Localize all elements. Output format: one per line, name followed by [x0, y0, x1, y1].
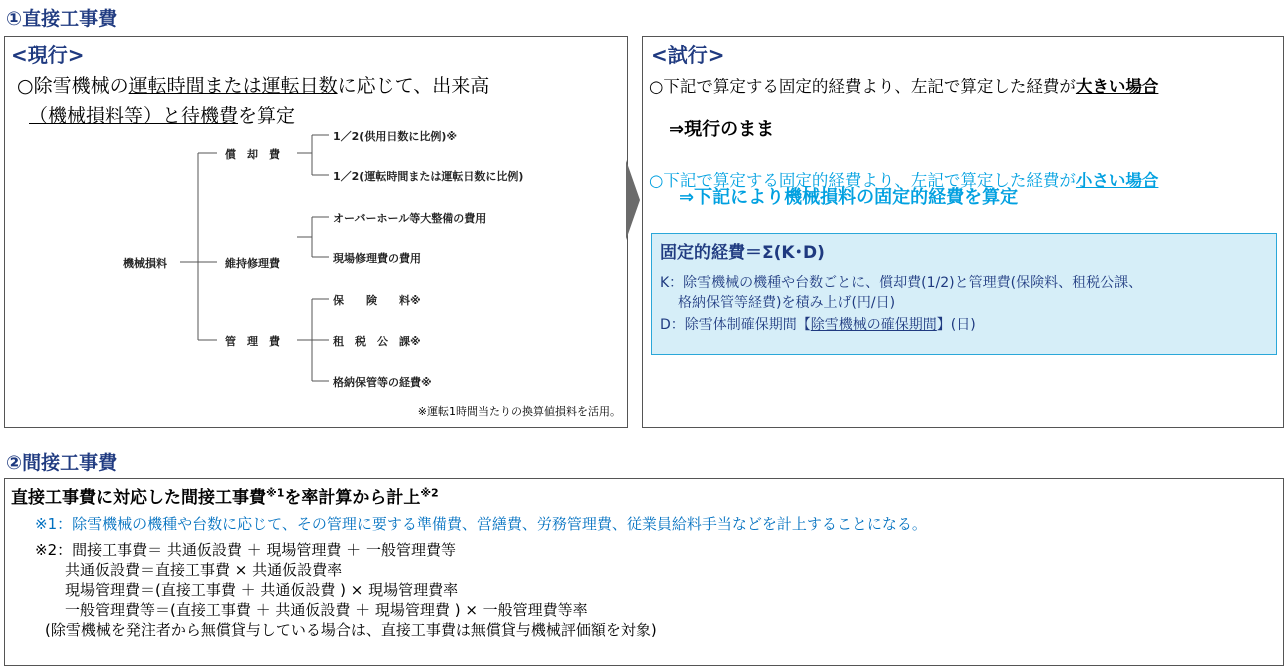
current-line-2-underline: （機械損料等）と待機費	[29, 105, 239, 127]
formula-d-pre: D：除雪体制確保期間【	[660, 317, 811, 333]
trial-condition-large-underline: 大きい場合	[1075, 77, 1159, 96]
indirect-main-mid: を率計算から計上	[284, 488, 421, 508]
tree-root-label: 機械損料	[123, 257, 167, 270]
arrow-right-icon	[626, 160, 642, 240]
tree-branch-management: 管 理 費	[225, 335, 280, 348]
tree-branch-maintenance: 維持修理費	[225, 257, 280, 270]
current-method-box	[4, 36, 628, 428]
tree-leaf-mgmt-3: 格納保管等の経費※	[333, 376, 432, 389]
tree-leaf-maint-1: オーバーホール等大整備の費用	[333, 212, 487, 225]
tree-branch-depreciation: 償 却 費	[225, 148, 280, 161]
trial-condition-small-text: ○下記で算定する固定的経費より、左記で算定した経費が	[649, 171, 1076, 190]
current-line-1-underline: 運転時間または運転日数	[128, 75, 338, 97]
tree-leaf-mgmt-2: 租 税 公 課※	[333, 335, 421, 348]
indirect-main-sup2: ※2	[420, 486, 439, 500]
formula-k-line-2: 格納保管等経費)を積み上げ(円/日)	[678, 295, 896, 311]
current-line-1-pre: ○除雪機械の	[17, 75, 129, 97]
fixed-cost-formula-box	[651, 233, 1277, 355]
indirect-note-2-line-2: 共通仮設費＝直接工事費 × 共通仮設費率	[65, 561, 343, 579]
formula-d-underline: 除雪機械の確保期間	[810, 317, 937, 333]
trial-method-box	[642, 36, 1284, 428]
trial-header: <試行>	[651, 43, 725, 67]
trial-result-large: ⇒現行のまま	[669, 119, 775, 140]
formula-d-post: 】(日)	[936, 317, 976, 333]
section2-title: ②間接工事費	[6, 452, 118, 474]
machine-cost-tree-diagram	[5, 37, 627, 427]
current-header: <現行>	[11, 43, 85, 67]
indirect-note-1: ※1：除雪機械の機種や台数に応じて、その管理に要する準備費、営繕費、労務管理費、従業員給料手当などを計上することになる。	[35, 515, 927, 533]
indirect-note-2-line-3: 現場管理費＝(直接工事費 ＋ 共通仮設費 ) × 現場管理費率	[65, 581, 459, 599]
trial-result-small: ⇒下記により機械損料の固定的経費を算定	[679, 187, 1019, 208]
indirect-cost-box	[4, 478, 1284, 666]
tree-leaf-depr-1: 1／2(供用日数に比例)※	[333, 130, 458, 143]
current-line-2-post: を算定	[238, 105, 296, 127]
indirect-main-line	[11, 483, 439, 508]
trial-condition-large	[649, 73, 1158, 97]
indirect-note-2-line-1: ※2：間接工事費＝ 共通仮設費 ＋ 現場管理費 ＋ 一般管理費等	[35, 541, 456, 559]
indirect-note-2-line-5: (除雪機械を発注者から無償貸与している場合は、直接工事費は無償貸与機械評価額を対象)	[45, 621, 657, 639]
indirect-main-pre: 直接工事費に対応した間接工事費	[11, 488, 266, 508]
trial-condition-large-text: ○下記で算定する固定的経費より、左記で算定した経費が	[649, 77, 1076, 96]
indirect-note-2-line-4: 一般管理費等＝(直接工事費 ＋ 共通仮設費 ＋ 現場管理費 ) × 一般管理費等率	[65, 601, 588, 619]
trial-condition-small-underline: 小さい場合	[1075, 171, 1159, 190]
formula-title: 固定的経費＝Σ(K･D)	[660, 243, 825, 263]
current-footnote: ※運転1時間当たりの換算値損料を活用。	[417, 405, 621, 418]
tree-leaf-mgmt-1: 保 険 料※	[333, 294, 421, 307]
section1-title: ①直接工事費	[6, 8, 118, 30]
tree-leaf-depr-2: 1／2(運転時間または運転日数に比例)	[333, 170, 524, 183]
formula-k-line-1: K：除雪機械の機種や台数ごとに、償却費(1/2)と管理費(保険料、租税公課、	[660, 275, 1143, 291]
current-line-1-post: に応じて、出来高	[337, 75, 490, 97]
tree-leaf-maint-2: 現場修理費の費用	[333, 252, 421, 265]
indirect-main-sup1: ※1	[266, 486, 285, 500]
formula-d-line	[660, 314, 976, 334]
